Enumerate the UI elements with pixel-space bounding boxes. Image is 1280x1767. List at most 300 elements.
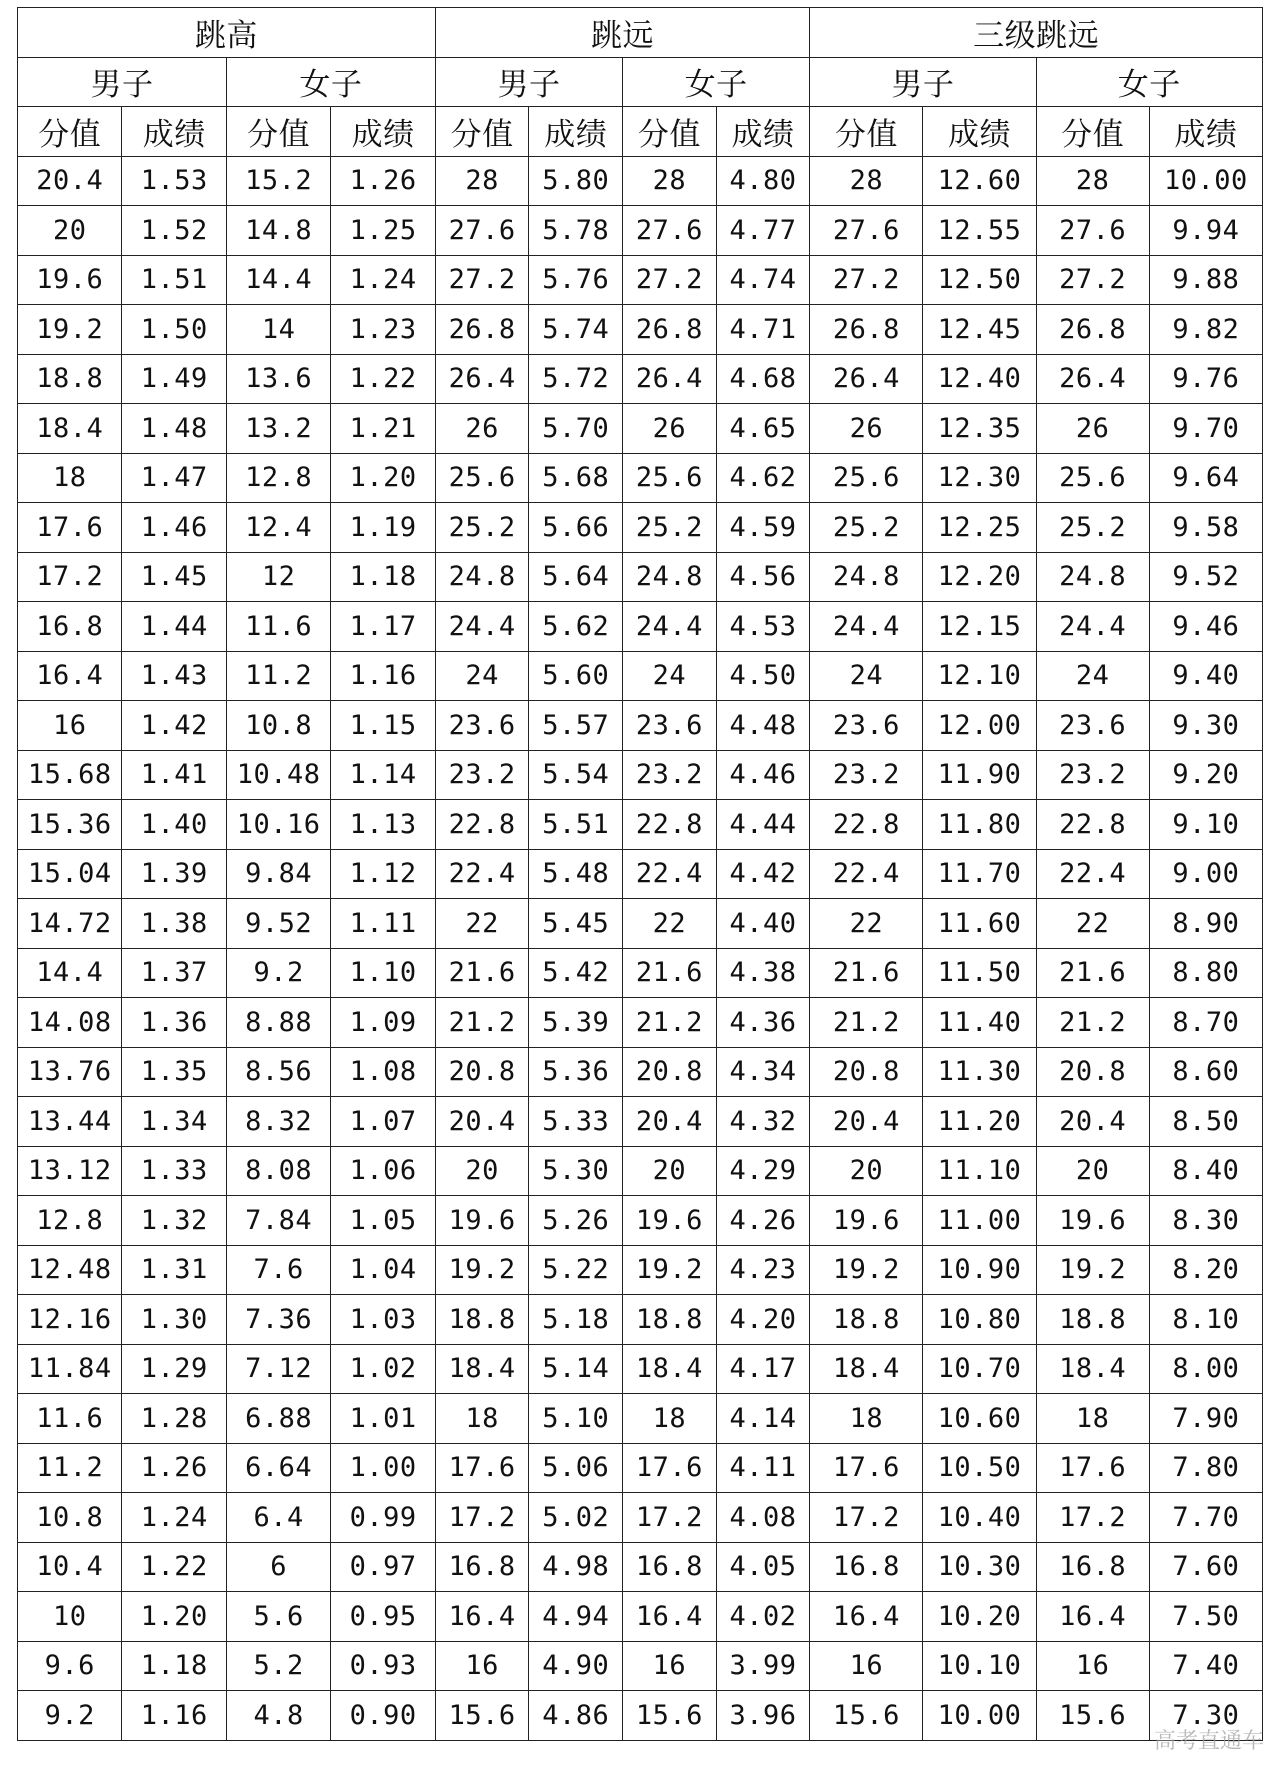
score-cell: 24 [1036, 651, 1149, 701]
score-cell: 21.2 [435, 998, 529, 1048]
result-cell: 4.59 [716, 503, 810, 553]
result-cell: 5.54 [529, 750, 623, 800]
result-cell: 1.51 [122, 255, 226, 305]
column-header: 成绩 [716, 107, 810, 157]
result-cell: 7.30 [1149, 1691, 1262, 1741]
result-cell: 7.40 [1149, 1641, 1262, 1691]
score-cell: 18.8 [623, 1295, 717, 1345]
result-cell: 12.20 [923, 552, 1036, 602]
result-cell: 10.40 [923, 1493, 1036, 1543]
score-cell: 11.6 [18, 1394, 122, 1444]
result-cell: 1.29 [122, 1344, 226, 1394]
score-cell: 18.8 [18, 354, 122, 404]
result-cell: 4.74 [716, 255, 810, 305]
score-cell: 18.4 [810, 1344, 923, 1394]
column-header: 成绩 [1149, 107, 1262, 157]
result-cell: 4.42 [716, 849, 810, 899]
gender-header: 男子 [435, 57, 622, 107]
score-cell: 12.4 [226, 503, 330, 553]
score-cell: 15.68 [18, 750, 122, 800]
score-cell: 15.2 [226, 156, 330, 206]
score-cell: 19.6 [18, 255, 122, 305]
score-cell: 22.4 [435, 849, 529, 899]
result-cell: 1.40 [122, 800, 226, 850]
result-cell: 1.12 [331, 849, 435, 899]
result-cell: 1.19 [331, 503, 435, 553]
score-cell: 17.2 [18, 552, 122, 602]
score-cell: 9.2 [18, 1691, 122, 1741]
score-cell: 14.8 [226, 206, 330, 256]
score-cell: 20 [810, 1146, 923, 1196]
result-cell: 4.68 [716, 354, 810, 404]
result-cell: 8.90 [1149, 899, 1262, 949]
score-cell: 8.88 [226, 998, 330, 1048]
result-cell: 11.80 [923, 800, 1036, 850]
score-cell: 21.6 [810, 948, 923, 998]
result-cell: 9.30 [1149, 701, 1262, 751]
score-cell: 16.8 [18, 602, 122, 652]
result-cell: 5.68 [529, 453, 623, 503]
table-row [18, 1245, 1263, 1295]
table-row [18, 1592, 1263, 1642]
result-cell: 8.40 [1149, 1146, 1262, 1196]
score-cell: 16 [1036, 1641, 1149, 1691]
score-cell: 24 [810, 651, 923, 701]
result-cell: 9.82 [1149, 305, 1262, 355]
result-cell: 9.46 [1149, 602, 1262, 652]
result-cell: 5.74 [529, 305, 623, 355]
column-header: 成绩 [923, 107, 1036, 157]
score-cell: 14.08 [18, 998, 122, 1048]
result-cell: 10.50 [923, 1443, 1036, 1493]
table-row [18, 1047, 1263, 1097]
score-cell: 16 [435, 1641, 529, 1691]
score-cell: 4.8 [226, 1691, 330, 1741]
result-cell: 4.11 [716, 1443, 810, 1493]
score-cell: 26 [1036, 404, 1149, 454]
score-cell: 18.8 [810, 1295, 923, 1345]
score-cell: 23.6 [810, 701, 923, 751]
score-cell: 16.4 [810, 1592, 923, 1642]
result-cell: 1.30 [122, 1295, 226, 1345]
score-cell: 6 [226, 1542, 330, 1592]
column-header: 分值 [1036, 107, 1149, 157]
score-cell: 22 [810, 899, 923, 949]
result-cell: 1.24 [122, 1493, 226, 1543]
table-row [18, 1394, 1263, 1444]
result-cell: 1.26 [331, 156, 435, 206]
score-cell: 24.8 [1036, 552, 1149, 602]
table-row [18, 404, 1263, 454]
result-cell: 1.18 [331, 552, 435, 602]
result-cell: 10.70 [923, 1344, 1036, 1394]
result-cell: 4.46 [716, 750, 810, 800]
score-cell: 20.8 [623, 1047, 717, 1097]
result-cell: 1.20 [331, 453, 435, 503]
table-row [18, 453, 1263, 503]
result-cell: 1.17 [331, 602, 435, 652]
score-cell: 20.8 [1036, 1047, 1149, 1097]
score-cell: 27.6 [435, 206, 529, 256]
result-cell: 5.60 [529, 651, 623, 701]
score-cell: 26.8 [623, 305, 717, 355]
result-cell: 9.10 [1149, 800, 1262, 850]
result-cell: 4.29 [716, 1146, 810, 1196]
result-cell: 7.90 [1149, 1394, 1262, 1444]
result-cell: 4.65 [716, 404, 810, 454]
score-cell: 17.6 [623, 1443, 717, 1493]
result-cell: 9.00 [1149, 849, 1262, 899]
score-cell: 26 [623, 404, 717, 454]
result-cell: 11.70 [923, 849, 1036, 899]
score-cell: 25.2 [1036, 503, 1149, 553]
result-cell: 12.25 [923, 503, 1036, 553]
result-cell: 5.66 [529, 503, 623, 553]
result-cell: 8.10 [1149, 1295, 1262, 1345]
score-cell: 27.6 [1036, 206, 1149, 256]
score-cell: 20.4 [810, 1097, 923, 1147]
result-cell: 12.50 [923, 255, 1036, 305]
result-cell: 5.51 [529, 800, 623, 850]
table-row [18, 899, 1263, 949]
score-cell: 16 [810, 1641, 923, 1691]
score-cell: 23.6 [1036, 701, 1149, 751]
result-cell: 11.90 [923, 750, 1036, 800]
result-cell: 1.31 [122, 1245, 226, 1295]
result-cell: 10.80 [923, 1295, 1036, 1345]
column-header-row [18, 107, 1263, 157]
table-row [18, 1691, 1263, 1741]
result-cell: 1.03 [331, 1295, 435, 1345]
result-cell: 1.22 [331, 354, 435, 404]
score-cell: 27.2 [435, 255, 529, 305]
result-cell: 5.22 [529, 1245, 623, 1295]
score-cell: 28 [810, 156, 923, 206]
result-cell: 10.00 [923, 1691, 1036, 1741]
score-cell: 19.2 [810, 1245, 923, 1295]
result-cell: 4.98 [529, 1542, 623, 1592]
result-cell: 9.76 [1149, 354, 1262, 404]
score-cell: 20.4 [435, 1097, 529, 1147]
result-cell: 8.20 [1149, 1245, 1262, 1295]
score-cell: 18 [623, 1394, 717, 1444]
result-cell: 1.06 [331, 1146, 435, 1196]
result-cell: 8.80 [1149, 948, 1262, 998]
score-cell: 18.8 [1036, 1295, 1149, 1345]
result-cell: 4.08 [716, 1493, 810, 1543]
score-cell: 18.4 [18, 404, 122, 454]
result-cell: 8.60 [1149, 1047, 1262, 1097]
table-row [18, 602, 1263, 652]
result-cell: 5.36 [529, 1047, 623, 1097]
result-cell: 1.05 [331, 1196, 435, 1246]
score-cell: 24.8 [623, 552, 717, 602]
score-cell: 24 [623, 651, 717, 701]
score-cell: 17.2 [1036, 1493, 1149, 1543]
table-row [18, 651, 1263, 701]
score-cell: 5.6 [226, 1592, 330, 1642]
event-header: 跳高 [18, 8, 436, 58]
score-cell: 16.8 [810, 1542, 923, 1592]
result-cell: 7.80 [1149, 1443, 1262, 1493]
gender-header: 女子 [226, 57, 435, 107]
column-header: 成绩 [122, 107, 226, 157]
result-cell: 4.62 [716, 453, 810, 503]
score-cell: 13.44 [18, 1097, 122, 1147]
score-cell: 20 [1036, 1146, 1149, 1196]
score-cell: 7.84 [226, 1196, 330, 1246]
score-cell: 26 [810, 404, 923, 454]
score-cell: 27.6 [810, 206, 923, 256]
result-cell: 5.76 [529, 255, 623, 305]
result-cell: 1.20 [122, 1592, 226, 1642]
score-cell: 20.8 [435, 1047, 529, 1097]
score-cell: 10 [18, 1592, 122, 1642]
result-cell: 5.72 [529, 354, 623, 404]
score-cell: 19.2 [623, 1245, 717, 1295]
score-cell: 10.16 [226, 800, 330, 850]
score-cell: 16 [18, 701, 122, 751]
score-cell: 15.6 [810, 1691, 923, 1741]
score-cell: 19.6 [1036, 1196, 1149, 1246]
result-cell: 1.44 [122, 602, 226, 652]
score-cell: 7.6 [226, 1245, 330, 1295]
score-cell: 10.48 [226, 750, 330, 800]
gender-header: 男子 [18, 57, 227, 107]
score-cell: 19.6 [810, 1196, 923, 1246]
score-cell: 22.8 [810, 800, 923, 850]
result-cell: 10.90 [923, 1245, 1036, 1295]
score-cell: 22 [623, 899, 717, 949]
column-header: 分值 [18, 107, 122, 157]
column-header: 分值 [810, 107, 923, 157]
gender-header: 男子 [810, 57, 1036, 107]
result-cell: 12.15 [923, 602, 1036, 652]
table-row [18, 503, 1263, 553]
table-row [18, 998, 1263, 1048]
score-cell: 26.4 [435, 354, 529, 404]
result-cell: 1.49 [122, 354, 226, 404]
score-cell: 26.4 [1036, 354, 1149, 404]
score-cell: 24.4 [1036, 602, 1149, 652]
result-cell: 1.04 [331, 1245, 435, 1295]
result-cell: 9.58 [1149, 503, 1262, 553]
score-cell: 27.2 [1036, 255, 1149, 305]
result-cell: 12.45 [923, 305, 1036, 355]
score-cell: 24.8 [435, 552, 529, 602]
score-cell: 19.2 [18, 305, 122, 355]
result-cell: 12.60 [923, 156, 1036, 206]
result-cell: 1.10 [331, 948, 435, 998]
result-cell: 4.48 [716, 701, 810, 751]
score-cell: 12.16 [18, 1295, 122, 1345]
result-cell: 8.50 [1149, 1097, 1262, 1147]
score-cell: 15.04 [18, 849, 122, 899]
table-row [18, 1295, 1263, 1345]
score-cell: 16 [623, 1641, 717, 1691]
score-cell: 14 [226, 305, 330, 355]
score-cell: 10.8 [18, 1493, 122, 1543]
score-cell: 9.2 [226, 948, 330, 998]
result-cell: 1.39 [122, 849, 226, 899]
result-cell: 1.38 [122, 899, 226, 949]
result-cell: 1.50 [122, 305, 226, 355]
score-cell: 27.2 [623, 255, 717, 305]
result-cell: 1.18 [122, 1641, 226, 1691]
score-cell: 25.2 [435, 503, 529, 553]
score-cell: 16.8 [435, 1542, 529, 1592]
score-cell: 11.2 [226, 651, 330, 701]
score-cell: 13.6 [226, 354, 330, 404]
result-cell: 1.37 [122, 948, 226, 998]
score-cell: 23.6 [623, 701, 717, 751]
score-cell: 24.4 [623, 602, 717, 652]
score-cell: 11.84 [18, 1344, 122, 1394]
result-cell: 1.21 [331, 404, 435, 454]
score-cell: 18.4 [623, 1344, 717, 1394]
result-cell: 4.02 [716, 1592, 810, 1642]
result-cell: 1.11 [331, 899, 435, 949]
table-row [18, 1097, 1263, 1147]
result-cell: 1.41 [122, 750, 226, 800]
table-row [18, 1493, 1263, 1543]
gender-header-row [18, 57, 1263, 107]
score-cell: 17.6 [18, 503, 122, 553]
score-cell: 15.6 [623, 1691, 717, 1741]
result-cell: 5.10 [529, 1394, 623, 1444]
score-cell: 26.8 [1036, 305, 1149, 355]
score-cell: 26.4 [623, 354, 717, 404]
result-cell: 5.78 [529, 206, 623, 256]
result-cell: 1.00 [331, 1443, 435, 1493]
result-cell: 4.14 [716, 1394, 810, 1444]
result-cell: 4.20 [716, 1295, 810, 1345]
score-cell: 6.4 [226, 1493, 330, 1543]
result-cell: 4.38 [716, 948, 810, 998]
result-cell: 4.86 [529, 1691, 623, 1741]
result-cell: 4.23 [716, 1245, 810, 1295]
score-cell: 8.08 [226, 1146, 330, 1196]
result-cell: 4.94 [529, 1592, 623, 1642]
result-cell: 10.20 [923, 1592, 1036, 1642]
column-header: 分值 [623, 107, 717, 157]
result-cell: 4.90 [529, 1641, 623, 1691]
result-cell: 1.22 [122, 1542, 226, 1592]
result-cell: 1.34 [122, 1097, 226, 1147]
score-cell: 22.4 [1036, 849, 1149, 899]
table-row [18, 1542, 1263, 1592]
score-cell: 9.84 [226, 849, 330, 899]
score-cell: 25.2 [810, 503, 923, 553]
result-cell: 1.36 [122, 998, 226, 1048]
score-cell: 23.2 [623, 750, 717, 800]
result-cell: 4.40 [716, 899, 810, 949]
score-cell: 21.6 [623, 948, 717, 998]
result-cell: 9.40 [1149, 651, 1262, 701]
result-cell: 5.70 [529, 404, 623, 454]
score-cell: 7.36 [226, 1295, 330, 1345]
result-cell: 1.14 [331, 750, 435, 800]
result-cell: 1.33 [122, 1146, 226, 1196]
result-cell: 1.35 [122, 1047, 226, 1097]
result-cell: 1.43 [122, 651, 226, 701]
result-cell: 4.32 [716, 1097, 810, 1147]
result-cell: 9.94 [1149, 206, 1262, 256]
score-cell: 20.8 [810, 1047, 923, 1097]
result-cell: 5.30 [529, 1146, 623, 1196]
result-cell: 5.33 [529, 1097, 623, 1147]
score-cell: 20.4 [18, 156, 122, 206]
result-cell: 5.14 [529, 1344, 623, 1394]
result-cell: 1.02 [331, 1344, 435, 1394]
score-cell: 17.6 [1036, 1443, 1149, 1493]
score-cell: 26.8 [810, 305, 923, 355]
result-cell: 5.62 [529, 602, 623, 652]
score-cell: 6.88 [226, 1394, 330, 1444]
score-cell: 22.8 [1036, 800, 1149, 850]
score-cell: 26 [435, 404, 529, 454]
table-row [18, 1196, 1263, 1246]
result-cell: 4.34 [716, 1047, 810, 1097]
score-cell: 9.52 [226, 899, 330, 949]
result-cell: 1.48 [122, 404, 226, 454]
result-cell: 1.01 [331, 1394, 435, 1444]
score-cell: 16.4 [623, 1592, 717, 1642]
result-cell: 9.20 [1149, 750, 1262, 800]
result-cell: 5.57 [529, 701, 623, 751]
score-cell: 15.36 [18, 800, 122, 850]
table-row [18, 800, 1263, 850]
result-cell: 5.48 [529, 849, 623, 899]
result-cell: 4.05 [716, 1542, 810, 1592]
score-cell: 13.2 [226, 404, 330, 454]
score-cell: 21.2 [1036, 998, 1149, 1048]
table-row [18, 1443, 1263, 1493]
result-cell: 1.28 [122, 1394, 226, 1444]
score-cell: 25.6 [810, 453, 923, 503]
score-cell: 18 [435, 1394, 529, 1444]
result-cell: 4.17 [716, 1344, 810, 1394]
score-cell: 18.4 [1036, 1344, 1149, 1394]
result-cell: 1.09 [331, 998, 435, 1048]
score-cell: 25.2 [623, 503, 717, 553]
score-cell: 27.6 [623, 206, 717, 256]
result-cell: 12.35 [923, 404, 1036, 454]
result-cell: 7.70 [1149, 1493, 1262, 1543]
result-cell: 5.42 [529, 948, 623, 998]
table-row [18, 1641, 1263, 1691]
result-cell: 12.10 [923, 651, 1036, 701]
result-cell: 4.77 [716, 206, 810, 256]
event-header: 三级跳远 [810, 8, 1263, 58]
score-cell: 25.6 [435, 453, 529, 503]
result-cell: 3.99 [716, 1641, 810, 1691]
watermark: 高考直通车 [1153, 1729, 1264, 1754]
table-row [18, 354, 1263, 404]
result-cell: 12.40 [923, 354, 1036, 404]
score-cell: 27.2 [810, 255, 923, 305]
result-cell: 4.56 [716, 552, 810, 602]
score-cell: 19.2 [1036, 1245, 1149, 1295]
result-cell: 9.70 [1149, 404, 1262, 454]
table-row [18, 1344, 1263, 1394]
result-cell: 3.96 [716, 1691, 810, 1741]
result-cell: 5.06 [529, 1443, 623, 1493]
result-cell: 1.07 [331, 1097, 435, 1147]
score-cell: 14.72 [18, 899, 122, 949]
result-cell: 1.13 [331, 800, 435, 850]
score-cell: 17.6 [810, 1443, 923, 1493]
